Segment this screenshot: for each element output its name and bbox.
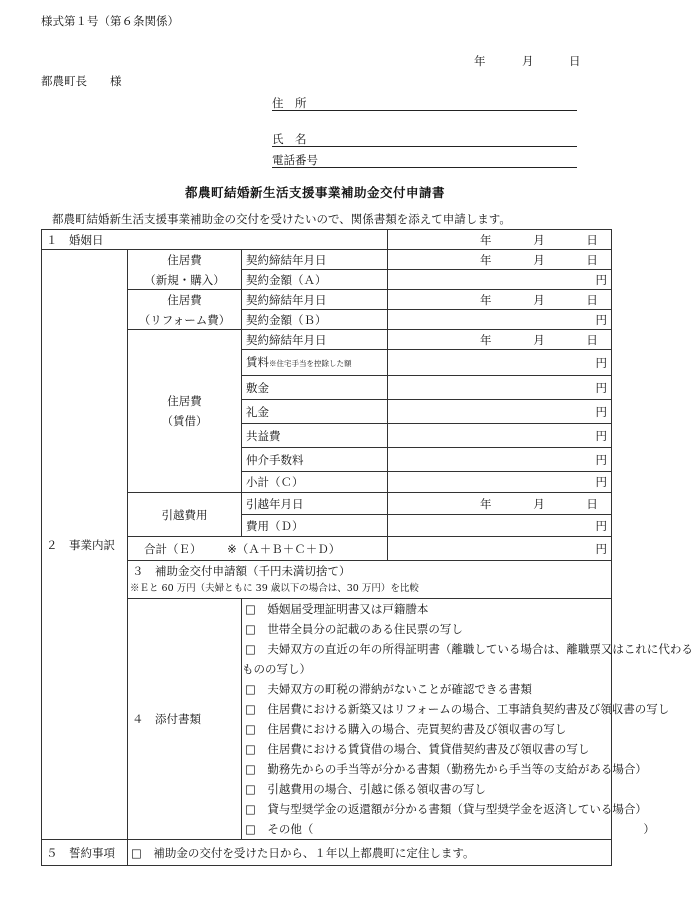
row-label: 費用（Ｄ） (242, 515, 388, 537)
yen-unit: 円 (595, 475, 608, 489)
amount-field[interactable] (388, 350, 612, 376)
total-amount-field[interactable] (388, 537, 612, 561)
yen-unit: 円 (595, 404, 608, 419)
yen-unit: 円 (595, 518, 608, 533)
row-label: 契約締結年月日 (242, 250, 388, 270)
category-line: 住居費 (167, 394, 202, 408)
table-row (42, 250, 612, 270)
attachments-row (42, 599, 612, 840)
address-label: 住 所 (272, 96, 307, 110)
day-unit: 日 (586, 252, 598, 267)
attachments-label: ４ 添付書類 (128, 599, 242, 840)
housing-reform-category (128, 290, 242, 330)
pledge-label: ５ 誓約事項 (42, 840, 128, 866)
subsidy-label-cell (128, 561, 612, 599)
row-label: 賃料 (246, 354, 269, 369)
total-label-cell (128, 537, 388, 561)
month-unit: 月 (533, 332, 545, 347)
row-label-rent (242, 350, 388, 376)
attachment-item-other[interactable] (245, 819, 655, 839)
amount-field[interactable] (388, 376, 612, 400)
housing-new-category (128, 250, 242, 290)
attachment-item-continued: ものの写し） (242, 662, 311, 676)
amount-field[interactable] (388, 270, 612, 290)
total-formula: ※（Ａ＋Ｂ＋Ｃ＋Ｄ） (227, 541, 341, 556)
year-unit: 年 (480, 292, 492, 307)
amount-field[interactable] (388, 310, 612, 330)
date-field[interactable] (388, 493, 612, 515)
pledge-text[interactable]: □ 補助金の交付を受けた日から、１年以上都農町に定住します。 (128, 840, 612, 866)
date-day-label: 日 (569, 54, 581, 68)
date-field[interactable] (388, 330, 612, 350)
yen-unit: 円 (595, 452, 608, 467)
addressee: 都農町長 様 (41, 74, 122, 88)
amount-field[interactable] (388, 400, 612, 424)
category-line: （リフォーム費） (138, 312, 231, 327)
row-label: 敷金 (242, 376, 388, 400)
attachment-item[interactable]: □ 住居費における購入の場合、売買契約書及び領収書の写し (245, 722, 567, 736)
marriage-date-field[interactable] (388, 230, 612, 250)
marriage-date-label: １ 婚姻日 (42, 230, 388, 250)
row-label: 契約締結年月日 (242, 290, 388, 310)
month-unit: 月 (533, 232, 545, 247)
row-label: 仲介手数料 (242, 448, 388, 472)
marriage-date-row (42, 230, 612, 250)
attachment-item[interactable]: □ 住居費における新築又はリフォームの場合、工事請負契約書及び領収書の写し (245, 702, 670, 716)
subsidy-note: ※Ｅと 60 万円（夫婦ともに 39 歳以下の場合は、30 万円）を比較 (130, 583, 419, 594)
year-unit: 年 (480, 496, 492, 511)
day-unit: 日 (586, 292, 598, 307)
category-line: （新規・購入） (144, 272, 225, 287)
phone-field[interactable] (272, 167, 577, 168)
application-table (41, 229, 693, 866)
moving-category: 引越費用 (128, 493, 242, 537)
yen-unit: 円 (595, 355, 608, 370)
subsidy-row (42, 561, 612, 599)
form-number-label: 様式第１号（第６条関係） (41, 14, 179, 28)
table-row (42, 493, 612, 515)
total-row (42, 537, 612, 561)
attachment-item[interactable]: □ 婚姻届受理証明書又は戸籍謄本 (245, 602, 429, 616)
date-month-label: 月 (522, 54, 534, 68)
amount-field[interactable] (388, 448, 612, 472)
attachment-item[interactable]: □ 世帯全員分の記載のある住民票の写し (245, 622, 463, 636)
attachment-item[interactable]: □ 引越費用の場合、引越に係る領収書の写し (245, 782, 486, 796)
year-unit: 年 (480, 332, 492, 347)
lead-text: 都農町結婚新生活支援事業補助金の交付を受けたいので、関係書類を添えて申請します。 (52, 212, 511, 226)
month-unit: 月 (533, 496, 545, 511)
category-line: 住居費 (167, 292, 202, 307)
day-unit: 日 (586, 232, 598, 247)
yen-unit: 円 (595, 380, 608, 395)
row-label: 礼金 (242, 400, 388, 424)
table-row (42, 290, 612, 310)
yen-unit: 円 (595, 428, 608, 443)
other-close: ） (643, 822, 655, 836)
business-section-label: ２ 事業内訳 (42, 250, 128, 840)
page-title: 都農町結婚新生活支援事業補助金交付申請書 (184, 185, 445, 200)
address-field[interactable] (272, 110, 577, 111)
other-label: □ その他（ (245, 822, 314, 836)
attachment-item[interactable]: □ 勤務先からの手当等が分かる書類（勤務先から手当等の支給がある場合） (245, 762, 647, 776)
month-unit: 月 (533, 292, 545, 307)
amount-field[interactable] (388, 472, 612, 493)
attachment-item[interactable]: □ 夫婦双方の町税の滞納がないことが確認できる書類 (245, 682, 532, 696)
row-label: 契約締結年月日 (242, 330, 388, 350)
row-label: 契約金額（Ａ） (242, 270, 388, 290)
table-row (42, 330, 612, 350)
month-unit: 月 (533, 252, 545, 267)
day-unit: 日 (586, 496, 598, 511)
date-year-label: 年 (474, 54, 486, 68)
year-unit: 年 (480, 252, 492, 267)
yen-unit: 円 (595, 312, 608, 327)
subsidy-label: ３ 補助金交付申請額（千円未満切捨て） (132, 564, 351, 578)
row-label: 小計（Ｃ） (242, 472, 388, 493)
day-unit: 日 (586, 332, 598, 347)
attachment-item[interactable]: □ 夫婦双方の直近の年の所得証明書（離職している場合は、離職票又はこれに代わる (245, 642, 693, 656)
phone-label: 電話番号 (272, 153, 318, 167)
row-label: 契約金額（Ｂ） (242, 310, 388, 330)
year-unit: 年 (480, 232, 492, 247)
amount-field[interactable] (388, 515, 612, 537)
row-label: 引越年月日 (242, 493, 388, 515)
rent-note: ※住宅手当を控除した額 (269, 358, 352, 368)
row-label: 共益費 (242, 424, 388, 448)
total-label: 合計（Ｅ） (144, 541, 202, 556)
amount-field[interactable] (388, 424, 612, 448)
category-line: （賃借） (161, 414, 208, 428)
date-field[interactable] (388, 290, 612, 310)
yen-unit: 円 (595, 541, 608, 556)
yen-unit: 円 (595, 272, 608, 287)
category-line: 住居費 (167, 252, 202, 267)
attachment-item[interactable]: □ 住居費における賃貸借の場合、賃貸借契約書及び領収書の写し (245, 742, 590, 756)
attachments-list (242, 599, 693, 840)
attachment-item[interactable]: □ 貸与型奨学金の返還額が分かる書類（貸与型奨学金を返済している場合） (245, 802, 647, 816)
housing-rent-category (128, 330, 242, 493)
name-field[interactable] (272, 146, 577, 147)
name-label: 氏 名 (272, 132, 307, 146)
date-field[interactable] (388, 250, 612, 270)
pledge-row (42, 840, 612, 866)
